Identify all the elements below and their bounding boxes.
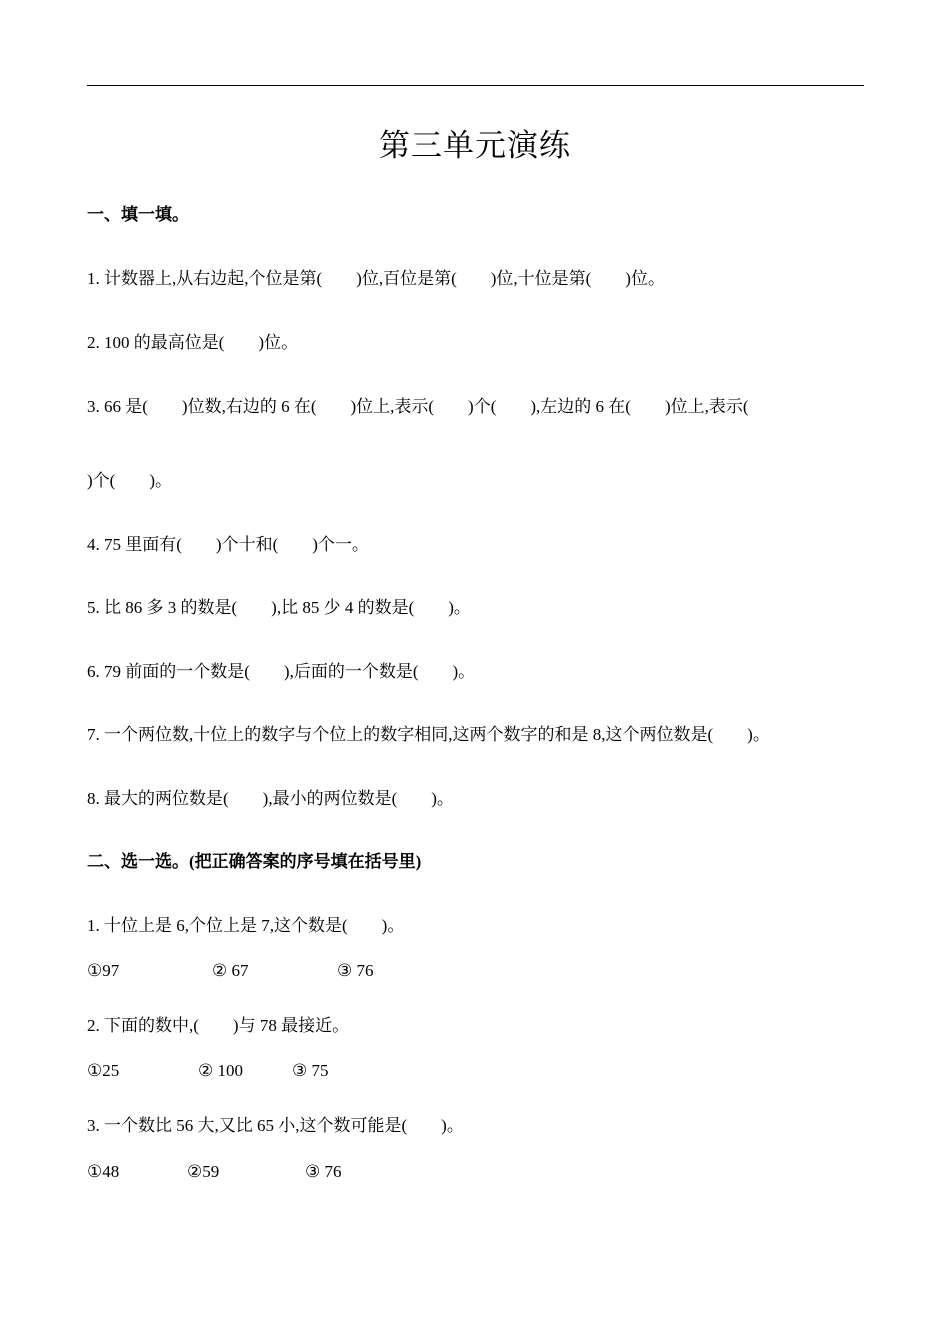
fill-question-2: 2. 100 的最高位是( )位。	[87, 333, 299, 352]
top-rule	[87, 85, 864, 86]
choice-1-option-2: ② 67	[212, 961, 249, 980]
choice-3-option-3: ③ 76	[305, 1162, 342, 1181]
fill-question-3: 3. 66 是( )位数,右边的 6 在( )位上,表示( )个( ),左边的 6 在( )位上,表示(	[87, 397, 749, 416]
choice-2-option-2: ② 100	[198, 1061, 243, 1080]
choice-question-3: 3. 一个数比 56 大,又比 65 小,这个数可能是( )。	[87, 1116, 464, 1135]
fill-question-7: 7. 一个两位数,十位上的数字与个位上的数字相同,这两个数字的和是 8,这个两位数是( )。	[87, 725, 770, 744]
fill-question-6: 6. 79 前面的一个数是( ),后面的一个数是( )。	[87, 662, 476, 681]
section1-heading: 一、填一填。	[87, 205, 189, 224]
fill-question-3-continued: )个( )。	[87, 471, 172, 490]
choice-1-option-3: ③ 76	[337, 961, 374, 980]
choice-question-1: 1. 十位上是 6,个位上是 7,这个数是( )。	[87, 916, 405, 935]
choice-3-option-2: ②59	[187, 1162, 220, 1181]
choice-1-option-1: ①97	[87, 961, 120, 980]
choice-2-option-1: ①25	[87, 1061, 120, 1080]
choice-2-option-3: ③ 75	[292, 1061, 329, 1080]
fill-question-1: 1. 计数器上,从右边起,个位是第( )位,百位是第( )位,十位是第( )位。	[87, 269, 665, 288]
fill-question-5: 5. 比 86 多 3 的数是( ),比 85 少 4 的数是( )。	[87, 598, 471, 617]
page-title: 第三单元演练	[379, 128, 571, 164]
section2-heading: 二、选一选。(把正确答案的序号填在括号里)	[87, 852, 422, 871]
choice-3-option-1: ①48	[87, 1162, 120, 1181]
choice-question-2: 2. 下面的数中,( )与 78 最接近。	[87, 1016, 350, 1035]
fill-question-8: 8. 最大的两位数是( ),最小的两位数是( )。	[87, 789, 454, 808]
fill-question-4: 4. 75 里面有( )个十和( )个一。	[87, 535, 369, 554]
